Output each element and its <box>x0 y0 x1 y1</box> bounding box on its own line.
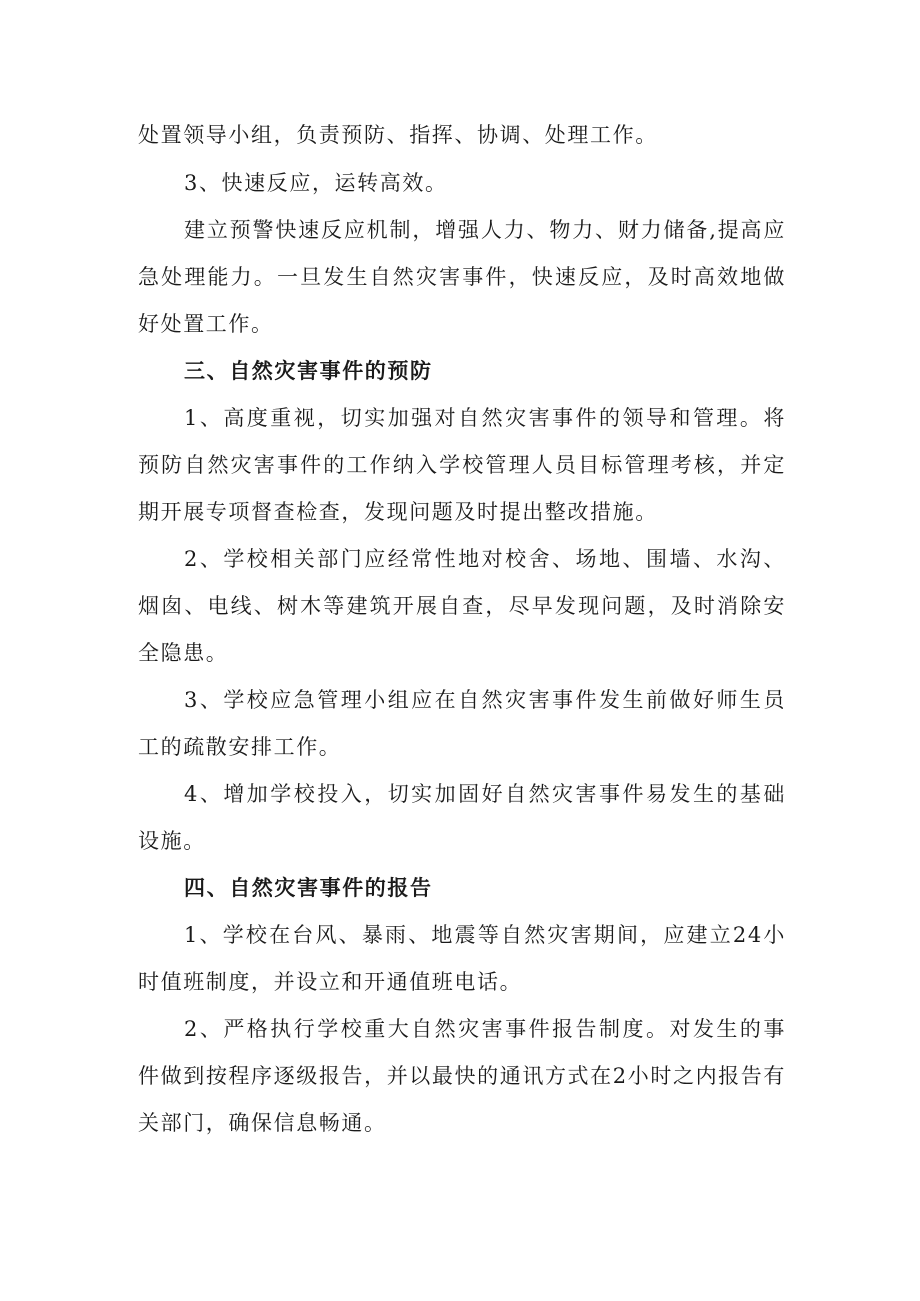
prevention-item-2: 2、学校相关部门应经常性地对校舍、场地、围墙、水沟、烟囱、电线、树木等建筑开展自查，尽早发现问题，及时消除安全隐患。 <box>138 547 786 665</box>
document-body <box>138 112 786 1147</box>
prevention-item-3: 3、学校应急管理小组应在自然灾害事件发生前做好师生员工的疏散安排工作。 <box>138 688 786 759</box>
reporting-item-1: 1、学校在台风、暴雨、地震等自然灾害期间，应建立24小时值班制度，并设立和开通值班电话。 <box>138 923 786 994</box>
paragraph-item3-title: 3、快速反应，运转高效。 <box>184 171 448 195</box>
prevention-item-4: 4、增加学校投入，切实加固好自然灾害事件易发生的基础设施。 <box>138 782 786 853</box>
paragraph-item3-body: 建立预警快速反应机制，增强人力、物力、财力储备,提高应急处理能力。一旦发生自然灾害事件，快速反应，及时高效地做好处置工作。 <box>138 218 786 336</box>
reporting-item-2: 2、严格执行学校重大自然灾害事件报告制度。对发生的事件做到按程序逐级报告，并以最快的通讯方式在2小时之内报告有关部门，确保信息畅通。 <box>138 1017 786 1135</box>
paragraph-continuation: 处置领导小组，负责预防、指挥、协调、处理工作。 <box>138 123 658 147</box>
section-heading-prevention: 三、自然灾害事件的预防 <box>184 359 433 383</box>
section-heading-reporting: 四、自然灾害事件的报告 <box>184 876 433 900</box>
prevention-item-1: 1、高度重视，切实加强对自然灾害事件的领导和管理。将预防自然灾害事件的工作纳入学校管理人员目标管理考核，并定期开展专项督查检查，发现问题及时提出整改措施。 <box>138 406 786 524</box>
